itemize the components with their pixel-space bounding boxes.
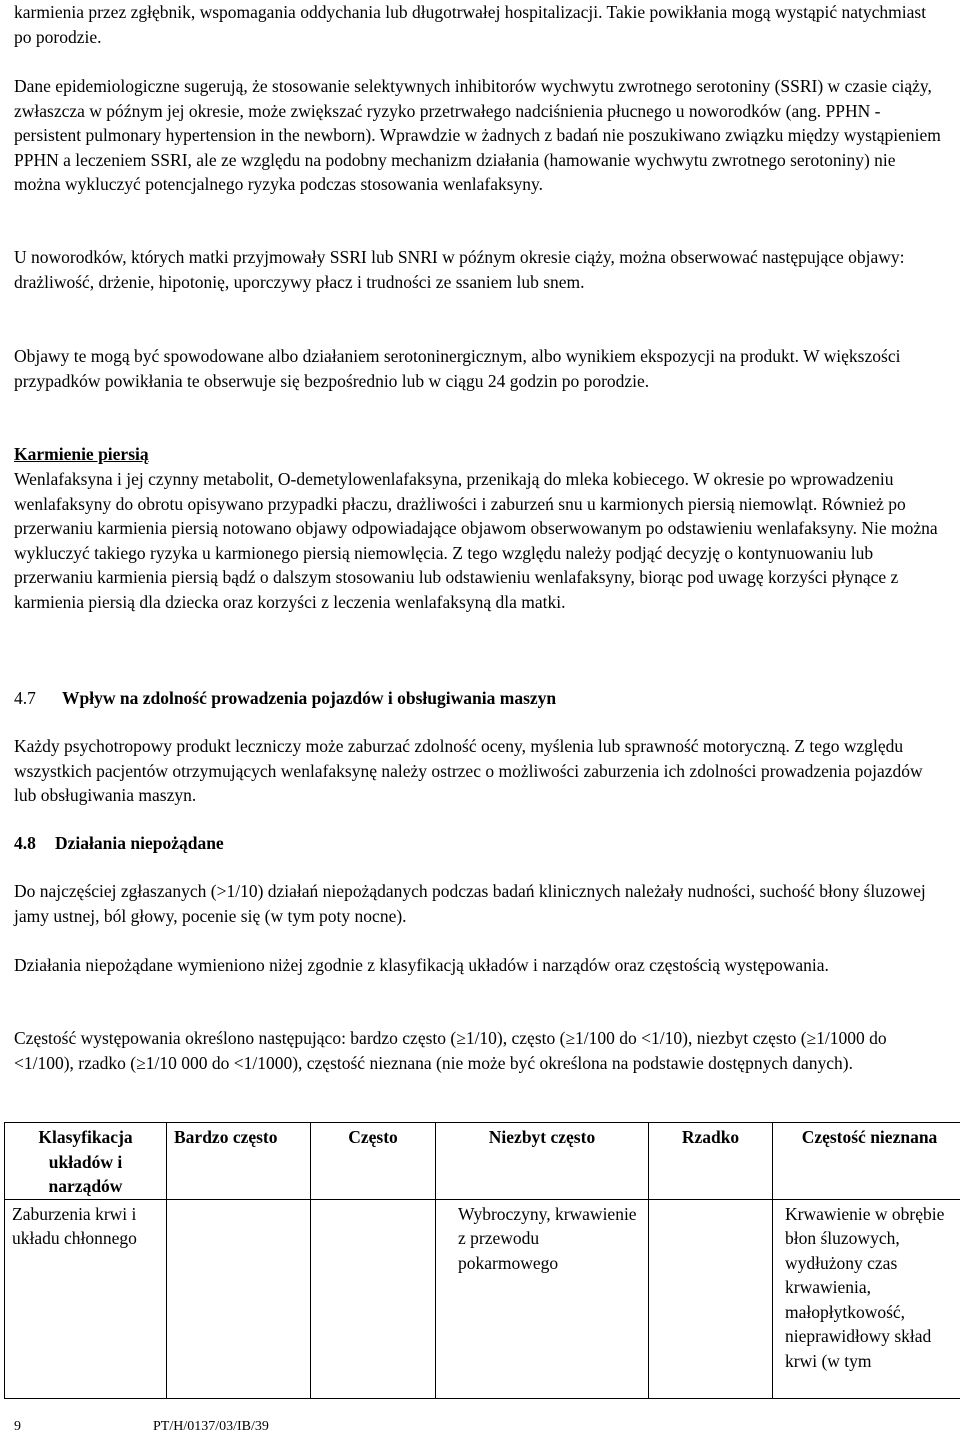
table-cell [167,1199,311,1398]
table-cell [649,1199,773,1398]
table-header-cell: Klasyfikacja układów i narządów [5,1123,167,1200]
table-header-cell: Często [311,1123,436,1200]
paragraph-frequency-definitions: Częstość występowania określono następująco: bardzo często (≥1/10), często (≥1/100 do <1/10), niezbyt często (≥1/1000 do <1/100), rzadko (≥1/10 000 do <1/1000), częstość nieznana (nie może być określona na podstawie dostępnych danych). [14,1028,887,1073]
section-title: Działania niepożądane [55,833,224,853]
paragraph-neonatal-symptoms: U noworodków, których matki przyjmowały SSRI lub SNRI w późnym okresie ciąży, można obserwować następujące objawy: drażliwość, drżenie, hipotonię, uporczywy płacz i trudności ze ssaniem lub snem. [14,247,905,292]
table-header-cell: Częstość nieznana [773,1123,960,1200]
breastfeeding-heading: Karmienie piersią [14,444,149,464]
paragraph-breastfeeding: Wenlafaksyna i jej czynny metabolit, O-demetylowenlafaksyna, przenikają do mleka kobiecego. W okresie po wprowadzeniu wenlafaksyny do obrotu opisywano przypadki płaczu, drażliwości i zaburzeń snu u karmionych piersią niemowląt. Również po przerwaniu karmienia piersią notowano objawy odpowiadające objawom obserwowanym po odstawieniu wenlafaksyny. Nie można wykluczyć takiego ryzyka u karmionego piersią niemowlęcia. Z tego względu należy podjąć decyzję o kontynuowaniu lub przerwaniu karmienia piersią bądź o dalszym stosowaniu lub odstawieniu wenlafaksyny, biorąc pod uwagę korzyści płynące z karmienia piersią dla dziecka oraz korzyści z leczenia wenlafaksyną dla matki. [14,469,938,612]
table-header-cell: Rzadko [649,1123,773,1200]
paragraph-pphn: Dane epidemiologiczne sugerują, że stosowanie selektywnych inhibitorów wychwytu zwrotnego serotoniny (SSRI) w czasie ciąży, zwłaszcza w późnym jej okresie, może zwiększać ryzyko przetrwałego nadciśnienia płucnego u noworodków (ang. PPHN - persistent pulmonary hypertension in the newborn). Wprawdzie w żadnych z badań nie poszukiwano związku między wystąpieniem PPHN a leczeniem SSRI, ale ze względu na podobny mechanizm działania (hamowanie wychwytu zwrotnego serotoniny) nie można wykluczyć potencjalnego ryzyka podczas stosowania wenlafaksyny. [14,76,941,194]
section-number: 4.8 [14,833,36,853]
table-header-cell: Bardzo często [167,1123,311,1200]
table-cell: Krwawienie w obrębie błon śluzowych, wydłużony czas krwawienia, małopłytkowość, nieprawidłowy skład krwi (w tym [773,1199,960,1398]
table-cell: Wybroczyny, krwawienie z przewodu pokarmowego [436,1199,649,1398]
adverse-reactions-table [4,1122,960,1399]
section-4-8-heading [14,831,224,856]
paragraph-neonatal-complications: karmienia przez zgłębnik, wspomagania oddychania lub długotrwałej hospitalizacji. Takie powikłania mogą wystąpić natychmiast po porodzie. [14,2,927,47]
section-title: Wpływ na zdolność prowadzenia pojazdów i obsługiwania maszyn [62,688,557,708]
page-number: 9 [14,1419,21,1434]
paragraph-symptom-causes: Objawy te mogą być spowodowane albo działaniem serotoninergicznym, albo wynikiem ekspozycji na produkt. W większości przypadków powikłania te obserwuje się bezpośrednio lub w ciągu 24 godzin po porodzie. [14,346,901,391]
paragraph-classification: Działania niepożądane wymieniono niżej zgodnie z klasyfikacją układów i narządów oraz częstością występowania. [14,955,829,975]
section-number: 4.7 [14,688,36,708]
section-4-7-heading [14,686,556,711]
table-cell [311,1199,436,1398]
paragraph-driving: Każdy psychotropowy produkt leczniczy może zaburzać zdolność oceny, myślenia lub sprawność motoryczną. Z tego względu wszystkich pacjentów otrzymujących wenlafaksynę należy ostrzec o możliwości zaburzenia ich zdolności prowadzenia pojazdów lub obsługiwania maszyn. [14,736,923,805]
table-header-row [5,1123,960,1200]
table-row [5,1199,960,1398]
paragraph-common-adverse: Do najczęściej zgłaszanych (>1/10) działań niepożądanych podczas badań klinicznych należały nudności, suchość błony śluzowej jamy ustnej, ból głowy, pocenie się (w tym poty nocne). [14,881,926,926]
document-code: PT/H/0137/03/IB/39 [153,1419,269,1434]
table-cell: Zaburzenia krwi i układu chłonnego [5,1199,167,1398]
table-header-cell: Niezbyt często [436,1123,649,1200]
